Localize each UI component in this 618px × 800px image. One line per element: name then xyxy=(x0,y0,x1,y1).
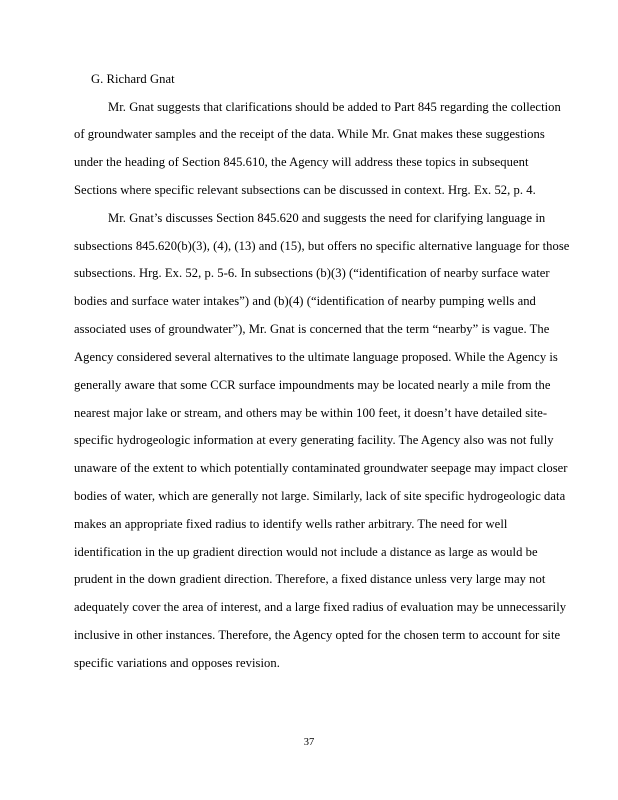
paragraph-line: generally aware that some CCR surface impoundments may be located nearly a mile from the xyxy=(74,378,551,392)
paragraph-line: nearest major lake or stream, and others may be within 100 feet, it doesn’t have detailed site- xyxy=(74,406,548,420)
paragraph-line: makes an appropriate fixed radius to identify wells rather arbitrary. The need for well xyxy=(74,517,508,531)
paragraph-line: Sections where specific relevant subsections can be discussed in context. Hrg. Ex. 52, p. 4. xyxy=(74,183,536,197)
paragraph-line: inclusive in other instances. Therefore, the Agency opted for the chosen term to account for site xyxy=(74,628,561,642)
paragraph-line: Agency considered several alternatives to the ultimate language proposed. While the Agency is xyxy=(74,350,558,364)
paragraph-line: of groundwater samples and the receipt of the data. While Mr. Gnat makes these suggestions xyxy=(74,127,545,141)
paragraph-line: Mr. Gnat suggests that clarifications should be added to Part 845 regarding the collection xyxy=(108,100,561,114)
paragraph-line: specific hydrogeologic information at every generating facility. The Agency also was not fully xyxy=(74,433,554,447)
page-number: 37 xyxy=(303,737,315,748)
paragraph-line: associated uses of groundwater”), Mr. Gnat is concerned that the term “nearby” is vague. The xyxy=(74,322,550,336)
paragraph-line: prudent in the down gradient direction. Therefore, a fixed distance unless very large may not xyxy=(74,572,546,586)
paragraph-line: specific variations and opposes revision. xyxy=(74,656,280,670)
paragraph-line: subsections. Hrg. Ex. 52, p. 5-6. In subsections (b)(3) (“identification of nearby surface water xyxy=(74,266,550,280)
paragraph-line: under the heading of Section 845.610, the Agency will address these topics in subsequent xyxy=(74,155,529,169)
paragraph-line: Mr. Gnat’s discusses Section 845.620 and suggests the need for clarifying language in xyxy=(108,211,546,225)
paragraph-line: bodies and surface water intakes”) and (b)(4) (“identification of nearby pumping wells and xyxy=(74,294,536,308)
paragraph-line: identification in the up gradient direction would not include a distance as large as would be xyxy=(74,545,538,559)
section-heading: G. Richard Gnat xyxy=(91,72,175,86)
paragraph-line: subsections 845.620(b)(3), (4), (13) and (15), but offers no specific alternative language for those xyxy=(74,239,570,253)
paragraph-line: unaware of the extent to which potentially contaminated groundwater seepage may impact closer xyxy=(74,461,568,475)
paragraph-line: adequately cover the area of interest, and a large fixed radius of evaluation may be unnecessarily xyxy=(74,600,567,614)
paragraph-line: bodies of water, which are generally not large. Similarly, lack of site specific hydrogeologic data xyxy=(74,489,566,503)
